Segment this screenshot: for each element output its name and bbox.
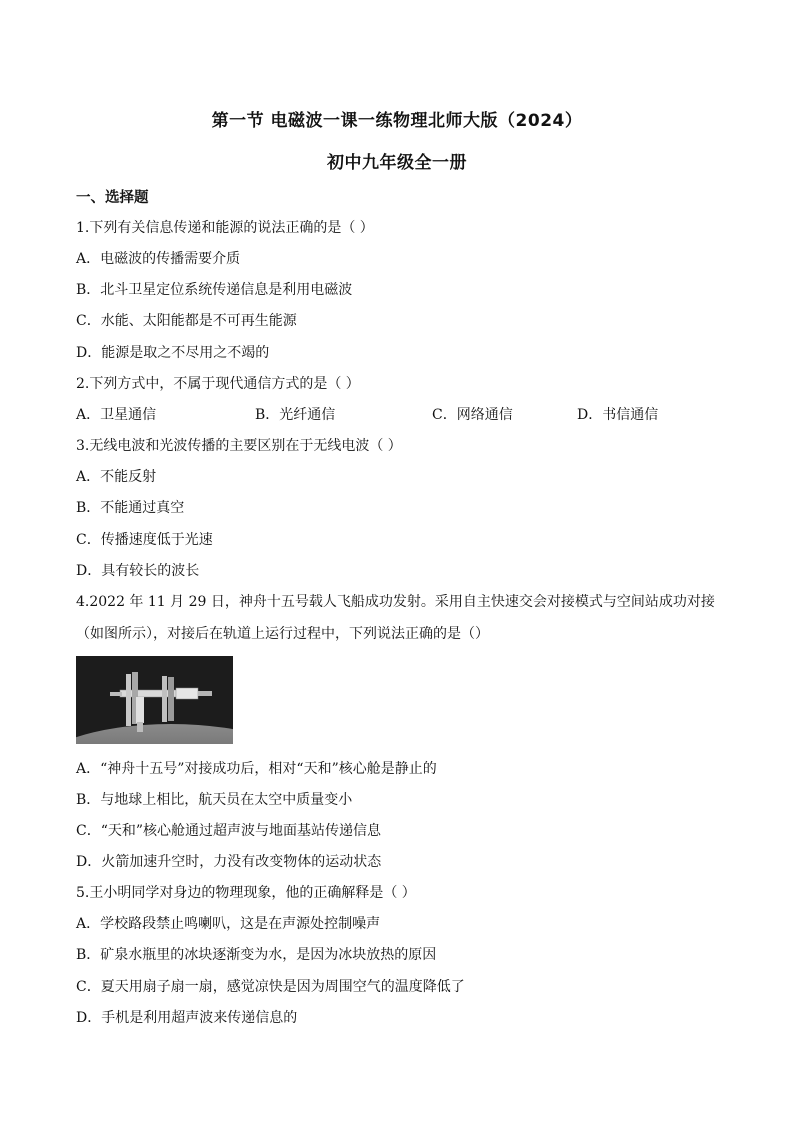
question-5-option-c: C．夏天用扇子扇一扇，感觉凉快是因为周围空气的温度降低了 <box>76 979 465 995</box>
question-3-option-b: B．不能通过真空 <box>76 500 185 516</box>
question-5-option-b: B．矿泉水瓶里的冰块逐渐变为水，是因为冰块放热的原因 <box>76 947 437 963</box>
question-2-option-c: C．网络通信 <box>432 407 513 423</box>
question-3-stem: 3.无线电波和光波传播的主要区别在于无线电波（ ） <box>76 438 402 454</box>
question-4-option-c: C．“天和”核心舱通过超声波与地面基站传递信息 <box>76 823 382 839</box>
question-5-stem: 5.王小明同学对身边的物理现象，他的正确解释是（ ） <box>76 885 416 901</box>
question-3-option-d: D．具有较长的波长 <box>76 563 200 579</box>
question-1-option-c: C．水能、太阳能都是不可再生能源 <box>76 313 297 329</box>
question-2-option-a: A．卫星通信 <box>76 407 157 423</box>
question-3-option-c: C．传播速度低于光速 <box>76 532 213 548</box>
question-2-option-d: D．书信通信 <box>577 407 659 423</box>
space-station-docking-photo <box>76 656 233 744</box>
question-4-stem-line-1: 4.2022 年 11 月 29 日，神舟十五号载人飞船成功发射。采用自主快速交会对接模式与空间站成功对接 <box>76 594 715 610</box>
question-5-option-a: A．学校路段禁止鸣喇叭，这是在声源处控制噪声 <box>76 916 381 932</box>
document-subtitle: 初中九年级全一册 <box>327 153 467 173</box>
question-3-option-a: A．不能反射 <box>76 469 157 485</box>
question-2-stem: 2.下列方式中，不属于现代通信方式的是（ ） <box>76 376 360 392</box>
question-1-stem: 1.下列有关信息传递和能源的说法正确的是（ ） <box>76 220 374 236</box>
question-4-option-b: B．与地球上相比，航天员在太空中质量变小 <box>76 792 353 808</box>
section-heading: 一、选择题 <box>76 190 149 206</box>
question-4-option-a: A．“神舟十五号”对接成功后，相对“天和”核心舱是静止的 <box>76 761 437 777</box>
document-title: 第一节 电磁波一课一练物理北师大版（2024） <box>211 111 583 131</box>
question-2-option-b: B．光纤通信 <box>255 407 336 423</box>
question-5-option-d: D．手机是利用超声波来传递信息的 <box>76 1010 298 1026</box>
question-1-option-a: A．电磁波的传播需要介质 <box>76 251 241 267</box>
question-4-option-d: D．火箭加速升空时，力没有改变物体的运动状态 <box>76 854 382 870</box>
question-4-stem-line-2: （如图所示），对接后在轨道上运行过程中，下列说法正确的是（） <box>76 626 489 642</box>
question-1-option-b: B．北斗卫星定位系统传递信息是利用电磁波 <box>76 282 353 298</box>
question-1-option-d: D．能源是取之不尽用之不竭的 <box>76 345 270 361</box>
